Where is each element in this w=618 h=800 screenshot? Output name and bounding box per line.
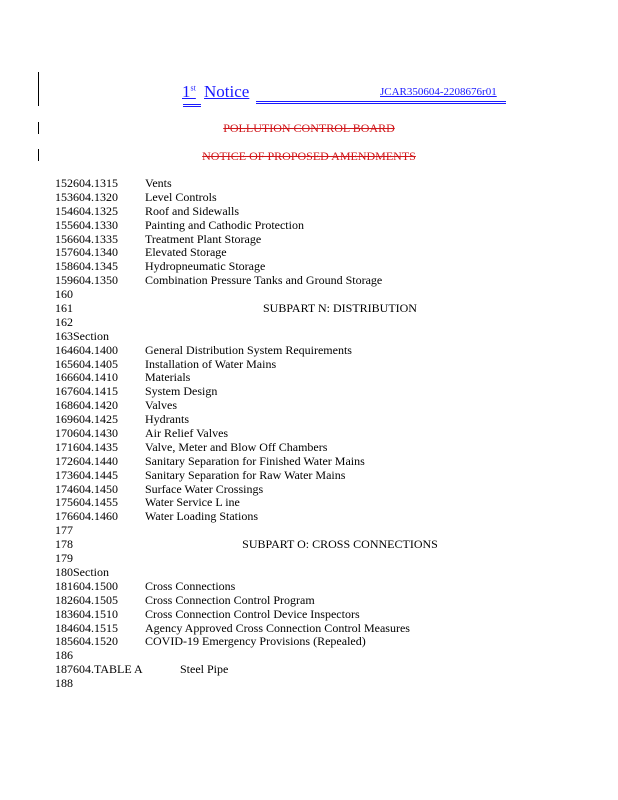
line-number: 180 — [55, 564, 73, 579]
section-title: Elevated Storage — [145, 245, 227, 260]
section-number: 604.1400 — [73, 342, 118, 357]
section-title: Surface Water Crossings — [145, 481, 264, 496]
document-line — [55, 246, 575, 260]
header-underline — [256, 101, 506, 102]
section-number: 604.1510 — [73, 606, 118, 621]
section-number: 604.1330 — [73, 217, 118, 232]
line-number: 159 — [55, 273, 73, 288]
document-line — [55, 608, 575, 622]
document-line — [55, 330, 575, 344]
document-line — [55, 566, 575, 580]
section-number: 604.1435 — [73, 439, 118, 454]
document-line — [55, 344, 575, 358]
section-title: Hydropneumatic Storage — [145, 259, 266, 274]
section-title: Sanitary Separation for Finished Water Mains — [145, 453, 365, 468]
section-number: 604.1445 — [73, 467, 118, 482]
section-number: 604.1415 — [73, 384, 118, 399]
section-title: Cross Connection Control Device Inspectors — [145, 606, 360, 621]
document-line — [55, 358, 575, 372]
section-title: Level Controls — [145, 189, 217, 204]
document-line — [55, 677, 575, 691]
subpart-heading: SUBPART O: CROSS CONNECTIONS — [242, 537, 438, 552]
line-number: 160 — [55, 287, 73, 302]
line-number: 176 — [55, 509, 73, 524]
document-line — [55, 455, 575, 469]
section-number: 604.1440 — [73, 453, 118, 468]
section-title: COVID-19 Emergency Provisions (Repealed) — [145, 634, 366, 649]
line-number: 185 — [55, 634, 73, 649]
notice-title: NOTICE OF PROPOSED AMENDMENTS — [202, 149, 416, 163]
section-title: Water Loading Stations — [145, 509, 259, 524]
section-number: 604.1340 — [73, 245, 118, 260]
line-number: 168 — [55, 398, 73, 413]
line-number: 181 — [55, 578, 73, 593]
header-underline-double — [256, 103, 506, 104]
document-line — [55, 524, 575, 538]
section-title: Air Relief Valves — [145, 426, 229, 441]
section-list — [55, 177, 575, 691]
document-line — [55, 538, 575, 552]
document-line — [55, 274, 575, 288]
document-line — [55, 469, 575, 483]
line-number: 173 — [55, 467, 73, 482]
document-line — [55, 441, 575, 455]
section-number: 604.1425 — [73, 412, 118, 427]
header-jcar-code: JCAR350604-2208676r01 — [380, 86, 497, 98]
line-number: 158 — [55, 259, 73, 274]
document-line — [55, 260, 575, 274]
line-number: 172 — [55, 453, 73, 468]
document-line — [55, 316, 575, 330]
document-line — [55, 635, 575, 649]
document-line — [55, 219, 575, 233]
document-line — [55, 177, 575, 191]
section-title: Cross Connection Control Program — [145, 592, 315, 607]
section-number: 604.1455 — [73, 495, 118, 510]
document-line — [55, 552, 575, 566]
section-title: Valve, Meter and Blow Off Chambers — [145, 439, 328, 454]
section-number: 604.1420 — [73, 398, 118, 413]
section-title: Sanitary Separation for Raw Water Mains — [145, 467, 346, 482]
section-number: Section — [73, 328, 109, 343]
line-number: 170 — [55, 426, 73, 441]
line-number: 152 — [55, 176, 73, 190]
section-number: 604.1410 — [73, 370, 118, 385]
section-title: Combination Pressure Tanks and Ground Storage — [145, 273, 383, 288]
section-title: Water Service L ine — [145, 495, 240, 510]
section-title: Cross Connections — [145, 578, 236, 593]
document-line — [55, 302, 575, 316]
table-title: Steel Pipe — [180, 662, 229, 677]
subpart-heading: SUBPART N: DISTRIBUTION — [263, 301, 417, 316]
line-number: 155 — [55, 217, 73, 232]
section-title: Treatment Plant Storage — [145, 231, 262, 246]
section-title: Roof and Sidewalls — [145, 203, 239, 218]
document-line — [55, 510, 575, 524]
header-number: 1st — [182, 82, 196, 101]
document-line — [55, 288, 575, 302]
section-number: 604.1350 — [73, 273, 118, 288]
line-number: 182 — [55, 592, 73, 607]
document-line — [55, 413, 575, 427]
section-number: 604.1500 — [73, 578, 118, 593]
line-number: 157 — [55, 245, 73, 260]
line-number: 175 — [55, 495, 73, 510]
document-line — [55, 399, 575, 413]
line-number: 169 — [55, 412, 73, 427]
line-number: 184 — [55, 620, 73, 635]
section-number: 604.1460 — [73, 509, 118, 524]
document-line — [55, 205, 575, 219]
line-number: 188 — [55, 676, 73, 691]
header-double-underline-mark — [183, 104, 201, 107]
line-number: 156 — [55, 231, 73, 246]
section-number: 604.1450 — [73, 481, 118, 496]
document-line — [55, 622, 575, 636]
line-number: 177 — [55, 523, 73, 538]
section-number: 604.1345 — [73, 259, 118, 274]
line-number: 162 — [55, 314, 73, 329]
line-number: 183 — [55, 606, 73, 621]
section-number: 604.TABLE A — [73, 662, 143, 677]
document-line — [55, 483, 575, 497]
section-number: 604.1335 — [73, 231, 118, 246]
line-number: 166 — [55, 370, 73, 385]
section-title: Installation of Water Mains — [145, 356, 277, 371]
document-line — [55, 594, 575, 608]
document-line — [55, 385, 575, 399]
document-line — [55, 191, 575, 205]
section-number: 604.1325 — [73, 203, 118, 218]
document-header — [0, 82, 618, 112]
section-number: Section — [73, 564, 109, 579]
line-number: 179 — [55, 551, 73, 566]
line-number: 161 — [55, 301, 73, 316]
section-title: Painting and Cathodic Protection — [145, 217, 304, 232]
section-number: 604.1515 — [73, 620, 118, 635]
line-number: 153 — [55, 189, 73, 204]
section-number: 604.1320 — [73, 189, 118, 204]
line-number: 178 — [55, 537, 73, 552]
document-line — [55, 233, 575, 247]
section-number: 604.1405 — [73, 356, 118, 371]
document-line — [55, 371, 575, 385]
line-number: 154 — [55, 203, 73, 218]
line-number: 174 — [55, 481, 73, 496]
section-title: General Distribution System Requirements — [145, 342, 352, 357]
section-title: System Design — [145, 384, 218, 399]
section-title: Hydrants — [145, 412, 189, 427]
line-number: 164 — [55, 342, 73, 357]
line-number: 167 — [55, 384, 73, 399]
section-title: Valves — [145, 398, 177, 413]
board-title: POLLUTION CONTROL BOARD — [223, 121, 395, 135]
line-number: 163 — [55, 328, 73, 343]
document-line — [55, 649, 575, 663]
line-number: 165 — [55, 356, 73, 371]
document-line — [55, 427, 575, 441]
document-line — [55, 496, 575, 510]
header-notice-label: Notice — [204, 82, 250, 101]
document-line — [55, 580, 575, 594]
section-number: 604.1430 — [73, 426, 118, 441]
section-number: 604.1505 — [73, 592, 118, 607]
section-number: 604.1315 — [73, 176, 118, 190]
document-line — [55, 663, 575, 677]
section-title: Materials — [145, 370, 191, 385]
section-number: 604.1520 — [73, 634, 118, 649]
line-number: 171 — [55, 439, 73, 454]
section-title: Vents — [145, 176, 172, 190]
section-title: Agency Approved Cross Connection Control Measures — [145, 620, 410, 635]
line-number: 187 — [55, 662, 73, 677]
line-number: 186 — [55, 648, 73, 663]
